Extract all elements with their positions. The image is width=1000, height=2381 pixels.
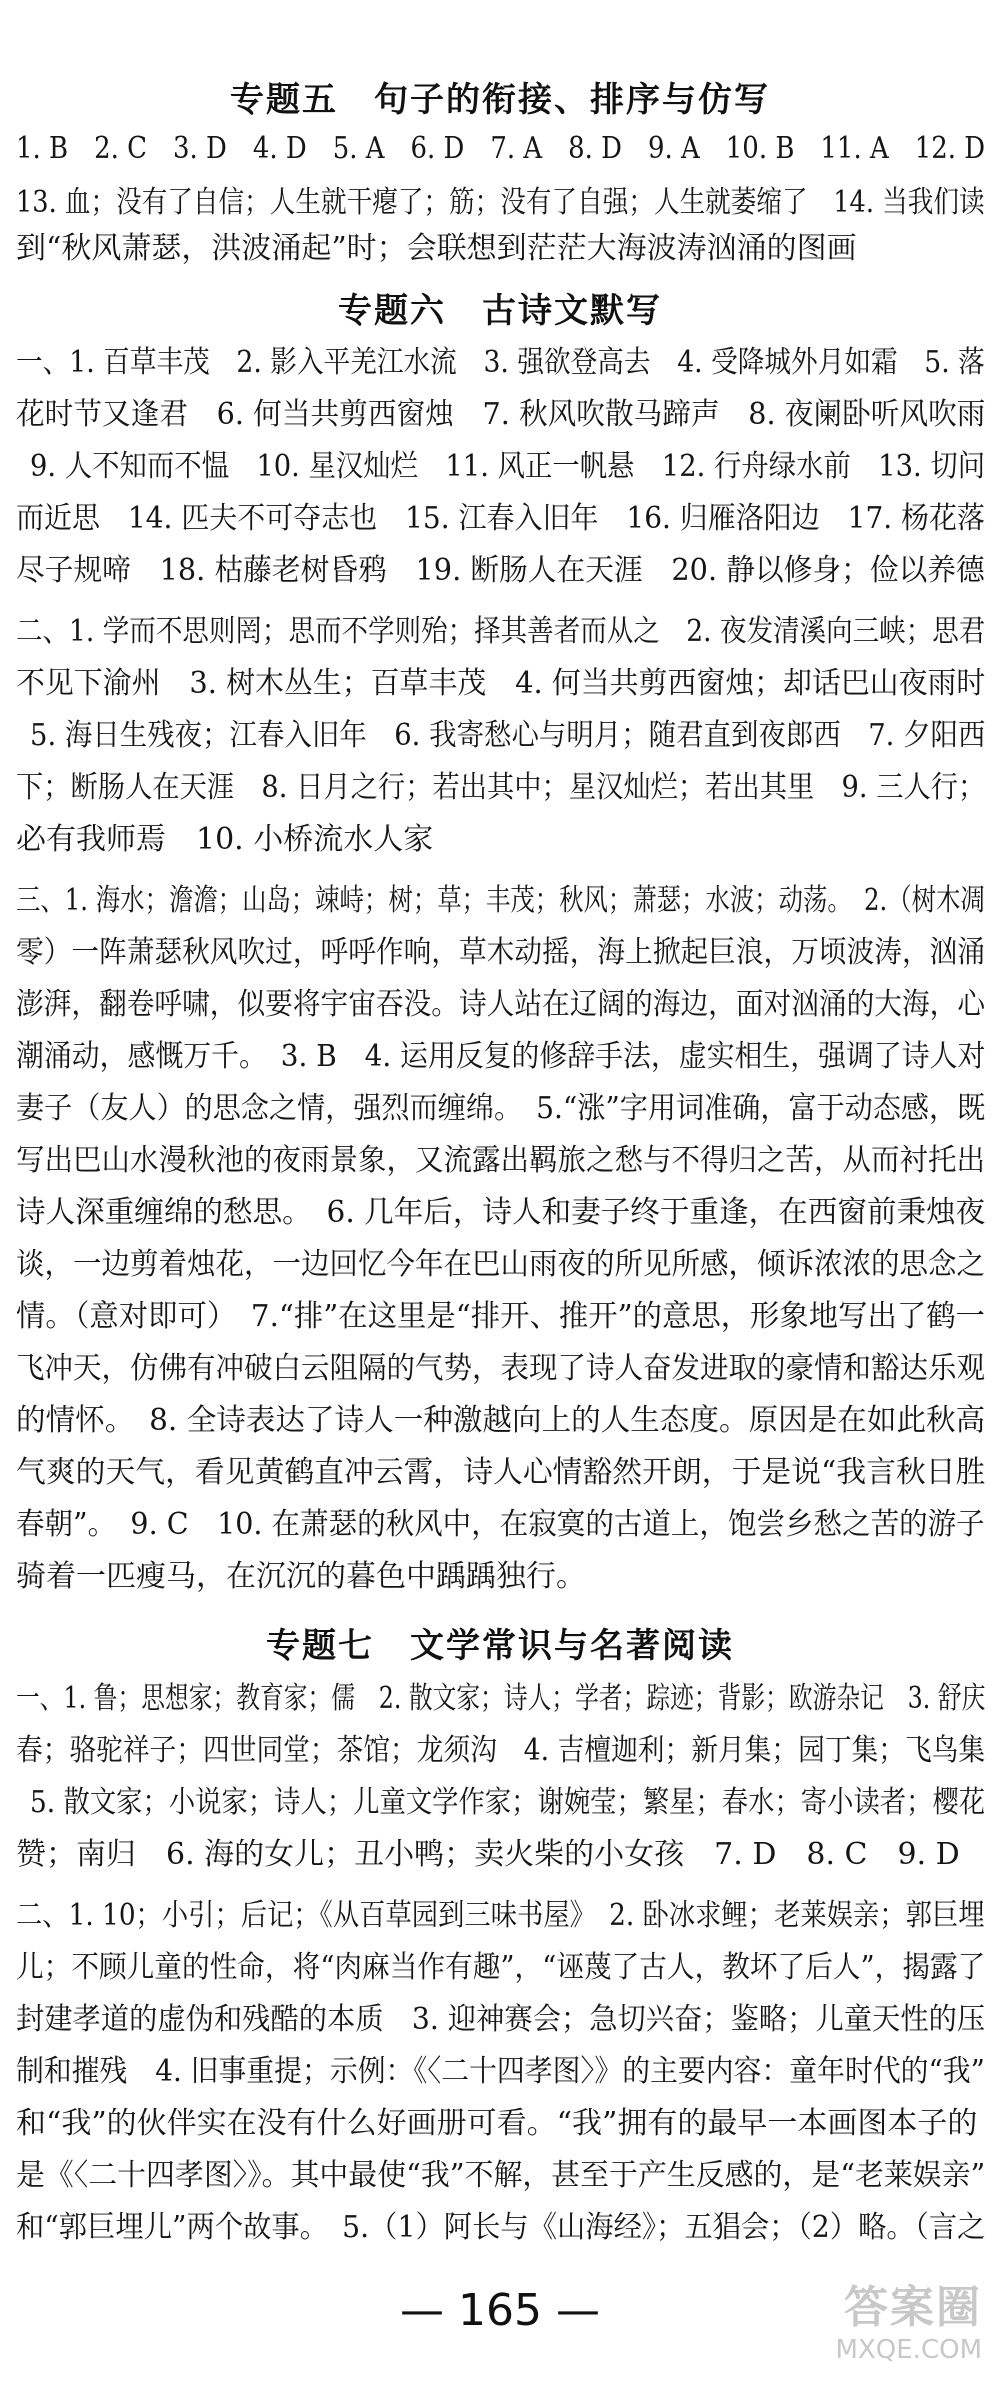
text-line: 花时节又逢君 6. 何当共剪西窗烛 7. 秋风吹散马蹄声 8. 夜阑卧听风吹雨 [16,397,986,432]
watermark [772,2281,982,2371]
page-number: — 165 — [400,2285,600,2336]
text-line: 写出巴山水漫秋池的夜雨景象，又流露出羁旅之愁与不得归之苦，从而衬托出 [16,1143,985,1178]
text-line: 二、1. 学而不思则罔；思而不学则殆；择其善者而从之 2. 夜发清溪向三峡；思君 [16,614,986,649]
watermark-url: MXQE.COM [835,2335,982,2365]
text-line: 儿；不顾儿童的性命，将“肉麻当作有趣”，“诬蔑了古人，教坏了后人”，揭露了 [16,1950,986,1985]
text-line: 制和摧残 4. 旧事重提；示例：《〈二十四孝图〉》的主要内容：童年时代的“我” [16,2054,985,2089]
text-line: 赞；南归 6. 海的女儿；丑小鸭；卖火柴的小女孩 7. D 8. C 9. D [16,1837,960,1872]
text-line: 诗人深重缠绵的愁思。 6. 几年后，诗人和妻子终于重逢，在西窗前秉烛夜 [16,1195,986,1230]
text-line: 9. 人不知而不愠 10. 星汉灿烂 11. 风正一帆悬 12. 行舟绿水前 13. 切问 [30,449,986,484]
text-line: 和“我”的伙伴实在没有什么好画册可看。“我”拥有的最早一本画图本子的 [16,2106,978,2141]
text-line: 春朝”。 9. C 10. 在萧瑟的秋风中，在寂寞的古道上，饱尝乡愁之苦的游子 [16,1507,985,1542]
section-title-5: 专题五 句子的衔接、排序与仿写 [230,80,770,120]
text-line: 5. 海日生残夜；江春入旧年 6. 我寄愁心与明月；随君直到夜郎西 7. 夕阳西 [30,718,986,753]
text-line: 而近思 14. 匹夫不可夺志也 15. 江春入旧年 16. 归雁洛阳边 17. 杨花落 [16,501,985,536]
text-line: 澎湃，翻卷呼啸，似要将宇宙吞没。诗人站在辽阔的海边，面对汹涌的大海，心 [16,987,985,1022]
section-title-7: 专题七 文学常识与名著阅读 [266,1626,734,1666]
text-line: 潮涌动，感慨万千。 3. B 4. 运用反复的修辞手法，虚实相生，强调了诗人对 [16,1039,986,1074]
text-line: 骑着一匹瘦马，在沉沉的暮色中踽踽独行。 [16,1559,586,1594]
text-line: 1. B 2. C 3. D 4. D 5. A 6. D 7. A 8. D 9. A 10. B 11. A 12. D [16,131,986,166]
text-line: 一、1. 鲁；思想家；教育家；儒 2. 散文家；诗人；学者；踪迹；背影；欧游杂记 3. 舒庆 [16,1681,986,1716]
text-line: 三、1. 海水；澹澹；山岛；竦峙；树；草；丰茂；秋风；萧瑟；水波；动荡。 2.（树木凋 [16,883,985,918]
text-line: 春；骆驼祥子；四世同堂；茶馆；龙须沟 4. 吉檀迦利；新月集；园丁集；飞鸟集 [16,1733,986,1768]
section-title-6: 专题六 古诗文默写 [338,291,662,331]
text-line: 飞冲天，仿佛有冲破白云阻隔的气势，表现了诗人奋发进取的豪情和豁达乐观 [16,1351,985,1386]
text-line: 尽子规啼 18. 枯藤老树昏鸦 19. 断肠人在天涯 20. 静以修身；俭以养德 [16,553,985,588]
text-line: 下；断肠人在天涯 8. 日月之行；若出其中；星汉灿烂；若出其里 9. 三人行； [16,770,986,805]
watermark-logo: 答案圈 [844,2282,982,2333]
text-line: 气爽的天气，看见黄鹤直冲云霄，诗人心情豁然开朗，于是说“我言秋日胜 [16,1455,986,1490]
text-line: 必有我师焉 10. 小桥流水人家 [16,822,434,857]
text-line: 不见下渝州 3. 树木丛生；百草丰茂 4. 何当共剪西窗烛；却话巴山夜雨时 [16,666,986,701]
text-line: 到“秋风萧瑟，洪波涌起”时；会联想到茫茫大海波涛汹涌的图画 [16,231,857,266]
text-line: 情。（意对即可） 7.“排”在这里是“排开、推开”的意思，形象地写出了鹤一 [16,1299,985,1334]
text-line: 妻子（友人）的思念之情，强烈而缠绵。 5.“涨”字用词准确，富于动态感，既 [16,1091,986,1126]
text-line: 谈，一边剪着烛花，一边回忆今年在巴山雨夜的所见所感，倾诉浓浓的思念之 [16,1247,985,1282]
text-line: 是《〈二十四孝图〉》。其中最使“我”不解，甚至于产生反感的，是“老莱娱亲” [16,2158,986,2193]
text-line: 二、1. 10；小引；后记；《从百草园到三味书屋》 2. 卧冰求鲤；老莱娱亲；郭巨埋 [16,1898,985,1933]
text-line: 封建孝道的虚伪和残酷的本质 3. 迎神赛会；急切兴奋；鉴略；儿童天性的压 [16,2002,986,2037]
text-line: 5. 散文家；小说家；诗人；儿童文学作家；谢婉莹；繁星；春水；寄小读者；樱花 [30,1785,986,1820]
text-line: 13. 血；没有了自信；人生就干瘪了；筋；没有了自强；人生就萎缩了 14. 当我们读 [16,185,985,220]
text-line: 和“郭巨埋儿”两个故事。 5.（1）阿长与《山海经》；五猖会；（2）略。（言之 [16,2210,986,2245]
text-line: 的情怀。 8. 全诗表达了诗人一种激越向上的人生态度。原因是在如此秋高 [16,1403,986,1438]
text-line: 零）一阵萧瑟秋风吹过，呼呼作响，草木动摇，海上掀起巨浪，万顷波涛，汹涌 [16,935,985,970]
text-line: 一、1. 百草丰茂 2. 影入平羌江水流 3. 强欲登高去 4. 受降城外月如霜 5. 落 [16,345,985,380]
